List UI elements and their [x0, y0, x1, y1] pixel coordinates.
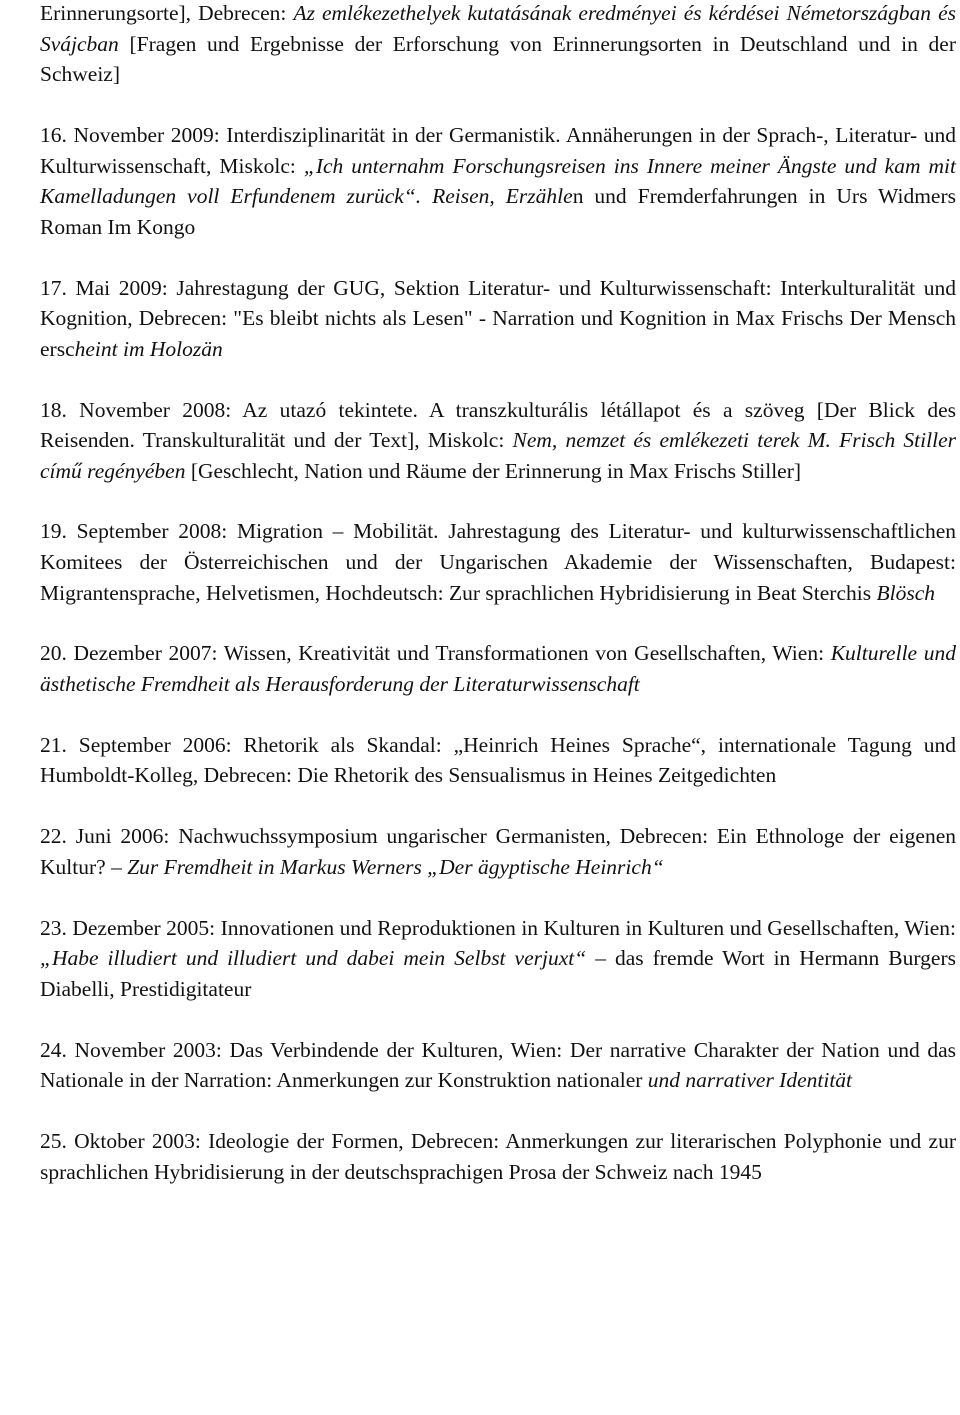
entry-22 [40, 821, 956, 882]
entry-24 [40, 1035, 956, 1096]
entry-text: 18. November 2008: Az utazó tekintete. A transzkulturális létállapot és a szöveg [Der Blick des Reisenden. Transkulturalität und der Text], Miskolc: [40, 397, 956, 453]
entry-text: 20. Dezember 2007: Wissen, Kreativität und Transformationen von Gesellschaften, Wien: [40, 641, 831, 666]
entry-text: n und Fremderfahrungen in Urs Widmers Roman Im Kongo [40, 184, 956, 239]
entry-23 [40, 913, 956, 1005]
entry-16 [40, 120, 956, 242]
entry-text: das fremde Wort in Hermann Burgers Diabelli, Prestidigitateur [40, 946, 956, 1001]
entry-text: Erinnerungsorte], Debrecen: [40, 1, 294, 25]
entry-text: 22. Juni 2006: Nachwuchssymposium ungarischer Germanisten, Debrecen: Ein Ethnologe der eigenen Kultur? [40, 824, 956, 879]
entry-18 [40, 395, 956, 487]
entry-25 [40, 1126, 956, 1187]
entry-text: [Geschlecht, Nation und Räume der Erinnerung in Max Frischs Stiller] [185, 458, 802, 483]
entry-text: 21. September 2006: Rhetorik als Skandal: „Heinrich Heines Sprache“, internationale Tagung und Humboldt-Kolleg, Debrecen: Die Rhetorik des Sensualismus in Heines Zeitgedichten [40, 732, 956, 788]
entry-title-italic: Kulturelle und ästhetische Fremdheit als Herausforderung der Literaturwissenschaft [40, 641, 956, 697]
entry-continuation [40, 0, 956, 90]
entry-text: 16. November 2009: Interdisziplinarität in der Germanistik. Annäherungen in der Sprach-, Literatur- und Kulturwissenschaft, Miskolc: [40, 122, 956, 178]
entry-text: 17. Mai 2009: Jahrestagung der GUG, Sektion Literatur- und Kulturwissenschaft: Interkulturalität und Kognition, Debrecen: "Es bleibt nichts als Lesen" - Narration und Kognition in Max Frischs Der Mensch ersc [40, 275, 956, 361]
entry-21 [40, 730, 956, 791]
entry-title-italic: und narrativer Identität [647, 1068, 853, 1093]
entry-title-italic: – Zur Fremdheit in Markus Werners „Der ägyptische Heinrich“ [111, 854, 664, 879]
entry-text: 19. September 2008: Migration – Mobilität. Jahrestagung des Literatur- und kulturwissenschaftlichen Komitees der Österreichischen und der Ungarischen Akademie der Wissenschaften, Budapest: Migrantensprache, Helvetismen, Hochdeutsch: Zur sprachlichen Hybridisierung in Beat Sterchis [40, 519, 956, 605]
entry-text: 25. Oktober 2003: Ideologie der Formen, Debrecen: Anmerkungen zur literarischen Polyphonie und zur sprachlichen Hybridisierung in der deutschsprachigen Prosa der Schweiz nach 1945 [40, 1128, 956, 1184]
entry-20 [40, 638, 956, 699]
entry-text: [Fragen und Ergebnisse der Erforschung von Erinnerungsorten in Deutschland und in der Schweiz] [40, 31, 956, 87]
entry-title-italic: Az emlékezethelyek kutatásának eredményei és kérdései Németországban és Svájcban [40, 1, 956, 56]
entry-19 [40, 516, 956, 608]
document-page [40, 0, 956, 1187]
entry-title-italic: „Ich unternahm Forschungsreisen ins Innere meiner Ängste und kam mit Kamelladungen voll Erfundenem zurück“. Reisen, Erzähle [40, 153, 956, 209]
entry-title-italic: Nem, nemzet és emlékezeti terek M. Frisch Stiller című regényében [40, 428, 956, 483]
entry-title-italic: heint im Holozän [74, 336, 223, 361]
entry-text: 24. November 2003: Das Verbindende der Kulturen, Wien: Der narrative Charakter der Nation und das Nationale in der Narration: Anmerkungen zur Konstruktion nationaler [40, 1037, 956, 1093]
entry-title-italic: „Habe illudiert und illudiert und dabei mein Selbst verjuxt“ – [40, 946, 606, 971]
entry-title-italic: Blösch [876, 580, 936, 605]
entry-text: 23. Dezember 2005: Innovationen und Reproduktionen in Kulturen in Kulturen und Gesellschaften, Wien: [40, 915, 956, 940]
entry-17 [40, 273, 956, 365]
